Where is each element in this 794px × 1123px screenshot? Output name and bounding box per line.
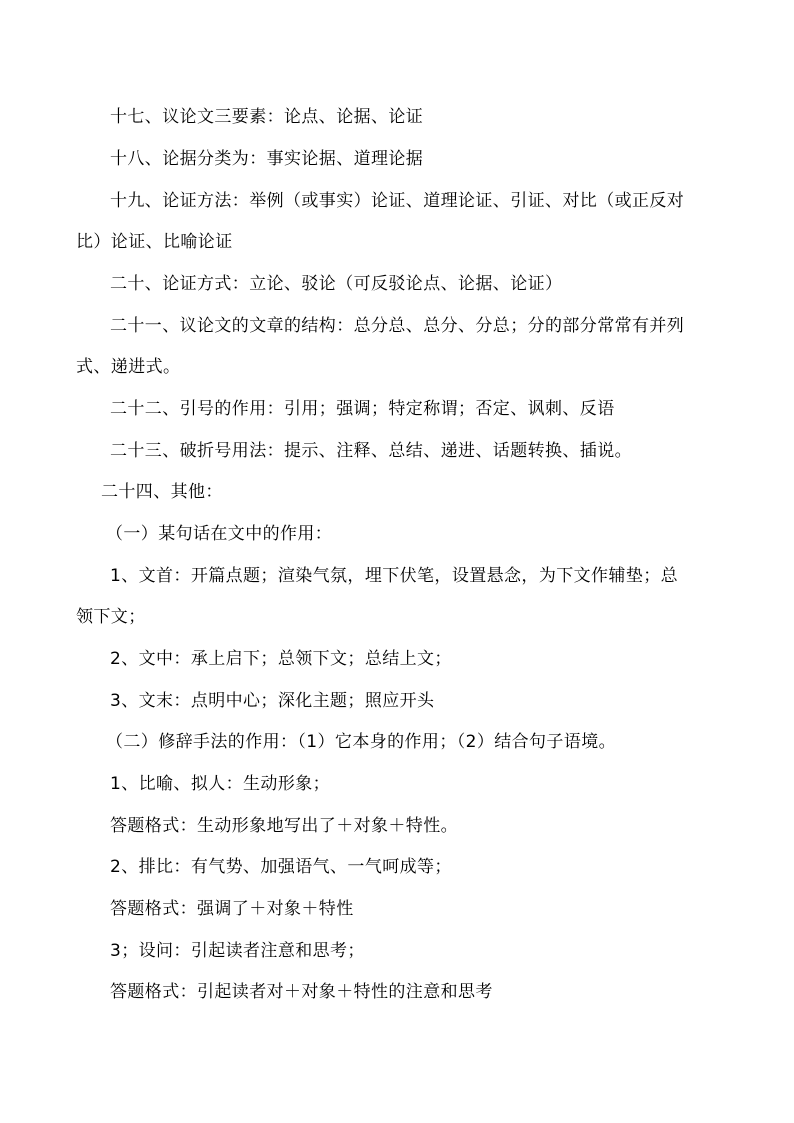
text-line: 领下文； [76, 607, 146, 627]
text-line: 十八、论据分类为：事实论据、道理论据 [110, 149, 424, 169]
text-line: 1、文首：开篇点题；渲染气氛，埋下伏笔，设置悬念，为下文作辅垫；总 [110, 566, 679, 586]
text-line: 二十三、破折号用法：提示、注释、总结、递进、话题转换、插说。 [110, 441, 632, 461]
text-line: （二）修辞手法的作用：（1）它本身的作用；（2）结合句子语境。 [106, 732, 617, 752]
text-line: 式、递进式。 [76, 357, 181, 377]
text-line: 二十、论证方式：立论、驳论（可反驳论点、论据、论证） [110, 274, 563, 294]
text-line: 二十一、议论文的文章的结构：总分总、总分、分总；分的部分常常有并列 [110, 316, 685, 336]
text-line: 3；设问：引起读者注意和思考； [110, 941, 365, 961]
text-line: 2、排比：有气势、加强语气、一气呵成等； [110, 857, 452, 877]
text-line: 二十二、引号的作用：引用；强调；特定称谓；否定、讽刺、反语 [110, 399, 615, 419]
text-line: 答题格式：强调了＋对象＋特性 [110, 899, 354, 919]
text-line: 十九、论证方法：举例（或事实）论证、道理论证、引证、对比（或正反对 [110, 191, 685, 211]
text-line: 十七、议论文三要素：论点、论据、论证 [110, 107, 424, 127]
text-line: 答题格式：引起读者对＋对象＋特性的注意和思考 [110, 982, 493, 1002]
text-line: 比）论证、比喻论证 [76, 232, 233, 252]
text-line: （一）某句话在文中的作用： [106, 524, 333, 544]
text-line: 答题格式：生动形象地写出了＋对象＋特性。 [110, 816, 458, 836]
text-line: 3、文末：点明中心；深化主题；照应开头 [110, 691, 435, 711]
text-line: 2、文中：承上启下；总领下文；总结上文； [110, 649, 452, 669]
text-line: 二十四、其他： [101, 482, 223, 502]
text-line: 1、比喻、拟人：生动形象； [110, 774, 331, 794]
